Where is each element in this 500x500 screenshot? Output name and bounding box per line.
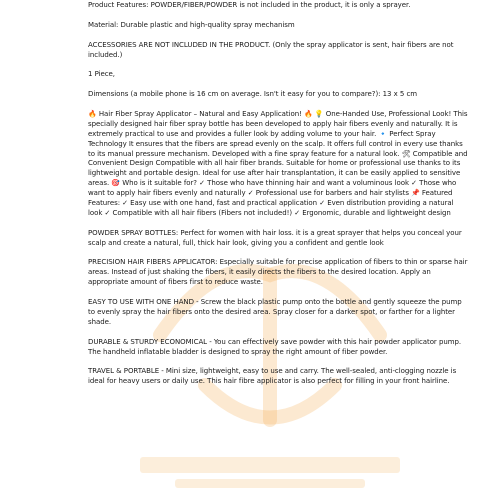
paragraph-powder-spray-bottles: POWDER SPRAY BOTTLES: Perfect for women with hair loss. it is a great sprayer that helps you conceal your scalp and create a natural, full, thick hair look, giving you a confident and gentle look	[88, 228, 464, 247]
paragraph-dimensions: Dimensions (a mobile phone is 16 cm on average. Isn't it easy for you to compare?): 13 x 5 cm	[88, 90, 418, 99]
paragraph-product-features: Product Features: POWDER/FIBER/POWDER is not included in the product, it is only a sprayer.	[88, 1, 411, 9]
paragraph-precision-applicator: PRECISION HAIR FIBERS APPLICATOR: Especially suitable for precise application of fibers to thin or sparse hair areas. Instead of just shaking the fibers, it easily directs the fibers to the desired location. Apply an appropriate amount of fibers first to reduce waste.	[88, 258, 470, 287]
paragraph-material: Material: Durable plastic and high-quality spray mechanism	[88, 20, 295, 29]
paragraph-travel-portable: TRAVEL & PORTABLE - Mini size, lightweight, easy to use and carry. The well-sealed, anti-clogging nozzle is ideal for heavy users or daily use. This hair fibre applicator is also perfect for filling in your front hairline.	[88, 367, 459, 386]
paragraph-accessories-notice: ACCESSORIES ARE NOT INCLUDED IN THE PRODUCT. (Only the spray applicator is sent, hair fibers are not included.)	[88, 40, 456, 59]
paragraph-easy-to-use: EASY TO USE WITH ONE HAND - Screw the black plastic pump onto the bottle and gently squeeze the pump to evenly spray the hair fibers onto the desired area. Spray closer for a darker spot, or farther for a lighter shade.	[88, 298, 464, 326]
paragraph-durable-economical: DURABLE & STURDY ECONOMICAL - You can effectively save powder with this hair powder applicator pump. The handheld inflatable bladder is designed to spray the right amount of fiber powder.	[88, 337, 464, 356]
paragraph-applicator-overview: 🔥 Hair Fiber Spray Applicator – Natural and Easy Application! 🔥 💡 One-Handed Use, Professional Look! This specially designed hair fiber spray bottle has been developed to apply hair fibers evenly and naturally. It is extremely practical to use and provides a fuller look by adding volume to your hair. 🔹 Perfect Spray Technology It ensures that the fibers are spread evenly on the scalp. It offers full control in every use thanks to its manual pressure mechanism. Developed with a fine spray feature for a natural look. 🛠 Compatible and Convenient Design Compatible with all hair fiber brands. Suitable for home or professional use thanks to its lightweight and portable design. Ideal for use after hair transplantation, it can be easily applied to sensitive areas. 🎯 Who is it suitable for? ✓ Those who have thinning hair and want a voluminous look ✓ Those who want to apply hair fibers evenly and naturally ✓ Professional use for barbers and hair stylists 📌 Featured Features: ✓ Easy use with one hand, fast and practical application ✓ Even distribution providing a natural look ✓ Compatible with all hair fibers (Fibers not included!) ✓ Ergonomic, durable and lightweight design	[88, 109, 470, 217]
paragraph-quantity: 1 Piece,	[88, 70, 115, 79]
